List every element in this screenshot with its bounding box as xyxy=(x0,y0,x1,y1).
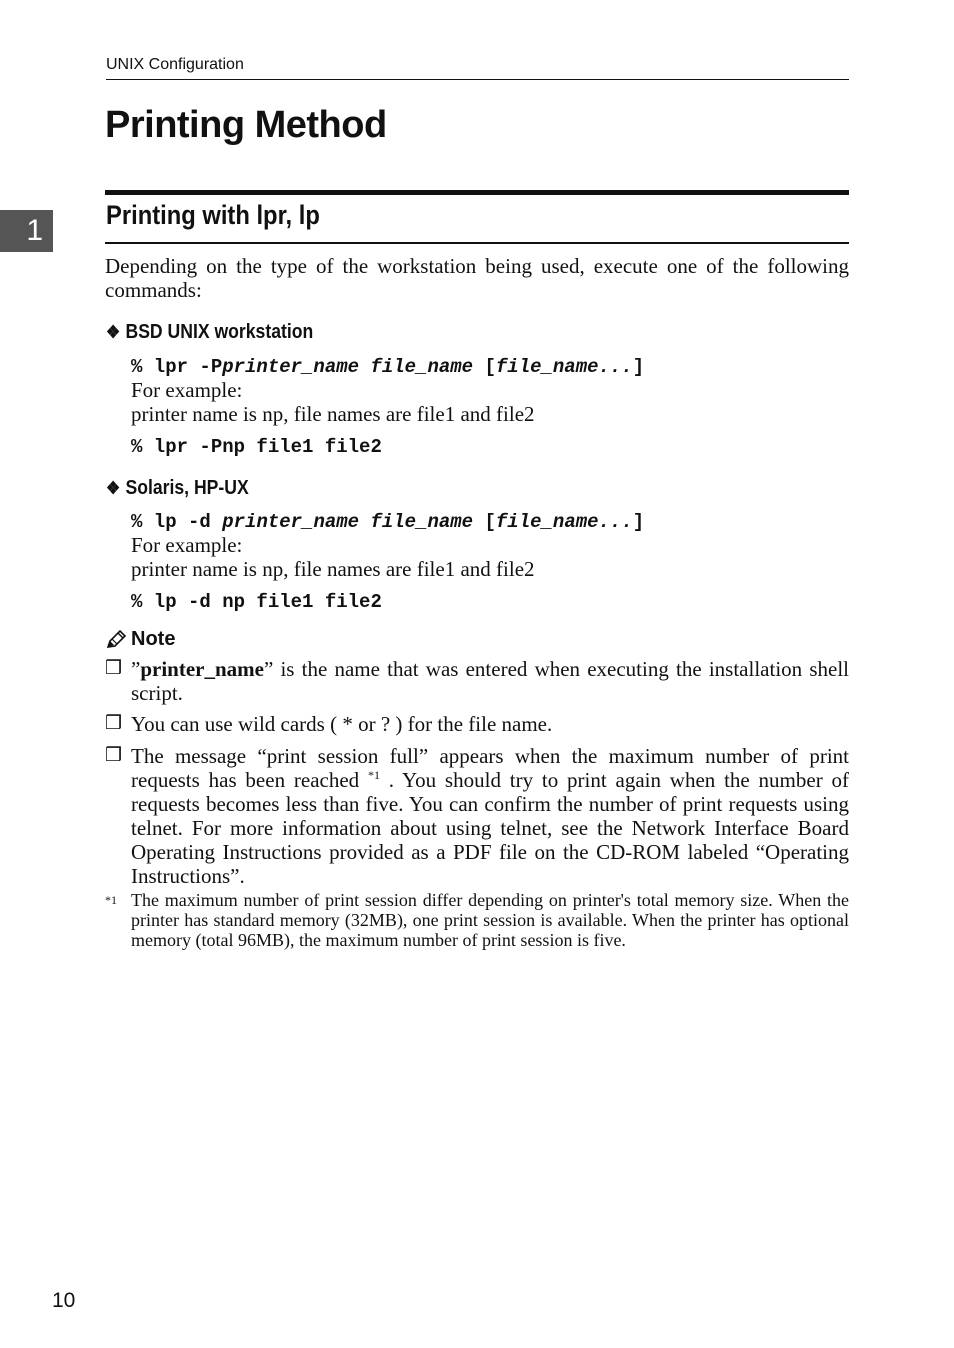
note-item-1 xyxy=(105,657,849,705)
solaris-subheading xyxy=(106,477,249,500)
chapter-tab: 1 xyxy=(0,210,53,252)
bsd-example-label: For example: xyxy=(131,378,243,402)
solaris-example-label: For example: xyxy=(131,533,243,557)
header-rule xyxy=(106,79,849,80)
solaris-example-command: % lp -d np file1 file2 xyxy=(131,591,382,613)
section-bottom-rule xyxy=(105,242,849,244)
note-item-3-text-a: The message “print session full” appears when the maximum number of print requests has been reached xyxy=(131,744,849,792)
note-item-3 xyxy=(105,744,849,888)
intro-paragraph: Depending on the type of the workstation being used, execute one of the following commands: xyxy=(105,254,849,302)
checkbox-bullet-icon: ❒ xyxy=(105,658,123,679)
footnote xyxy=(105,890,849,950)
cmd-arg-printer: printer_name xyxy=(222,511,360,533)
note-item-2 xyxy=(105,712,849,736)
bsd-subheading-label: BSD UNIX workstation xyxy=(125,321,314,343)
cmd-arg-file: file_name xyxy=(370,356,474,378)
note-item-1-open-quote: ” xyxy=(131,657,141,681)
checkbox-bullet-icon: ❒ xyxy=(105,745,123,766)
diamond-bullet-icon: ❖ xyxy=(106,478,121,498)
solaris-subheading-label: Solaris, HP-UX xyxy=(125,477,249,499)
cmd-close-bracket: ] xyxy=(632,511,645,533)
cmd-open-bracket: [ xyxy=(484,511,496,533)
running-header: UNIX Configuration xyxy=(106,56,244,73)
footnote-text: The maximum number of print session differ depending on printer's total memory size. When the printer has standard memory (32MB), one print session is available. When the printer has optional memory (total 96MB), the maximum number of print session is five. xyxy=(131,890,849,950)
footnote-mark: *1 xyxy=(105,893,117,907)
bsd-subheading xyxy=(106,321,313,344)
checkbox-bullet-icon: ❒ xyxy=(105,713,123,734)
bsd-command-syntax xyxy=(131,356,644,378)
cmd-prefix: % lp -d xyxy=(131,511,211,533)
note-heading-label: Note xyxy=(131,628,176,650)
solaris-example-description: printer name is np, file names are file1 and file2 xyxy=(131,557,535,581)
note-item-1-text: ” is the name that was entered when executing the installation shell script. xyxy=(131,657,849,705)
cmd-open-bracket: [ xyxy=(484,356,496,378)
pencil-icon xyxy=(105,630,127,650)
diamond-bullet-icon: ❖ xyxy=(106,322,121,342)
note-item-3-text-b: . You should try to print again when the number of requests becomes less than five. You can confirm the number of print requests using telnet. For more information about using telnet, see the Network Interface Board Operating Instructions provided as a PDF file on the CD-ROM labeled “Operating Instructions”. xyxy=(131,768,849,888)
section-top-rule xyxy=(105,190,849,195)
page-title: Printing Method xyxy=(105,104,387,146)
bsd-example-command: % lpr -Pnp file1 file2 xyxy=(131,436,382,458)
cmd-arg-printer: printer_name xyxy=(222,356,360,378)
note-heading xyxy=(105,628,175,651)
footnote-reference: *1 xyxy=(367,768,380,782)
cmd-arg-files: file_name... xyxy=(495,356,633,378)
cmd-close-bracket: ] xyxy=(632,356,645,378)
cmd-arg-files: file_name... xyxy=(495,511,633,533)
note-item-2-text: You can use wild cards ( * or ? ) for the file name. xyxy=(131,712,553,736)
bsd-example-description: printer name is np, file names are file1 and file2 xyxy=(131,402,535,426)
section-heading: Printing with lpr, lp xyxy=(106,200,320,230)
cmd-arg-file: file_name xyxy=(370,511,474,533)
solaris-command-syntax xyxy=(131,511,644,533)
cmd-prefix: % lpr -P xyxy=(131,356,223,378)
note-item-1-term: printer_name xyxy=(140,657,264,681)
page-number: 10 xyxy=(52,1289,76,1312)
